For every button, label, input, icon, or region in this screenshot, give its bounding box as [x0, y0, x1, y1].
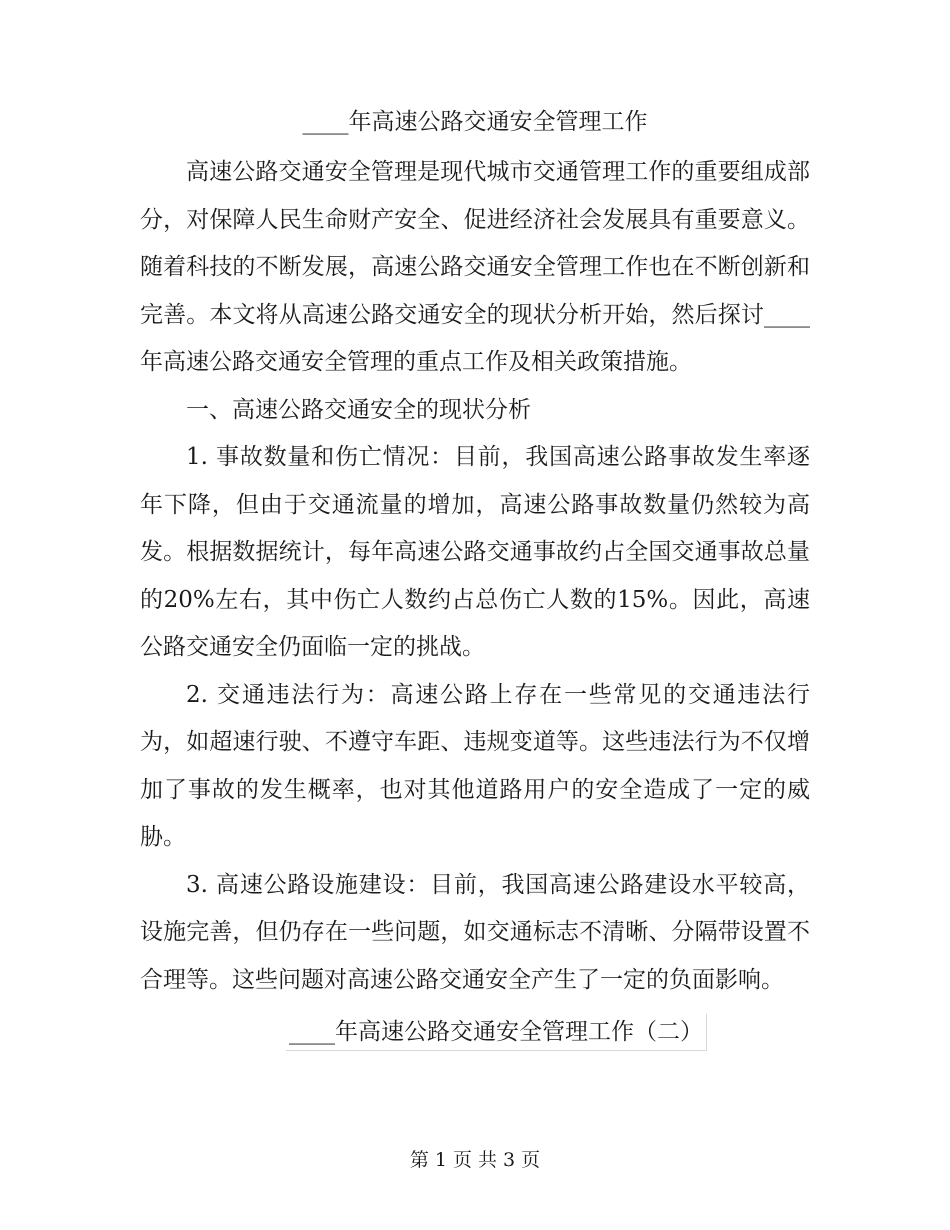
paragraph-item-3: 3. 高速公路设施建设：目前，我国高速公路建设水平较高，设施完善，但仍存在一些问题，如交通标志不清晰、分隔带设置不合理等。这些问题对高速公路交通安全产生了一定的负面影响。 [140, 871, 810, 993]
paragraph-intro: 高速公路交通安全管理是现代城市交通管理工作的重要组成部分，对保障人民生命财产安全、促进经济社会发展具有重要意义。随着科技的不断发展，高速公路交通安全管理工作也在不断创新和完善。本文将从高速公路交通安全的现状分析开始，然后探讨____年高速公路交通安全管理的重点工作及相关政策措施。 [140, 159, 810, 375]
section-heading: 一、高速公路交通安全的现状分析 [186, 396, 531, 423]
page-number: 第 1 页 共 3 页 [409, 1149, 541, 1171]
paragraph-item-2: 2. 交通违法行为：高速公路上存在一些常见的交通违法行为，如超速行驶、不遵守车距、违规变道等。这些违法行为不仅增加了事故的发生概率，也对其他道路用户的安全造成了一定的威胁。 [140, 681, 810, 850]
paragraph-item-1: 1. 事故数量和伤亡情况：目前，我国高速公路事故发生率逐年下降，但由于交通流量的增加，高速公路事故数量仍然较为高发。根据数据统计，每年高速公路交通事故约占全国交通事故总量的20%左右，其中伤亡人数约占总伤亡人数的15%。因此，高速公路交通安全仍面临一定的挑战。 [140, 444, 810, 660]
part-two-title: ____年高速公路交通安全管理工作（二） [286, 1014, 707, 1051]
document-title: ____年高速公路交通安全管理工作 [302, 109, 648, 135]
document-body [140, 149, 810, 1004]
